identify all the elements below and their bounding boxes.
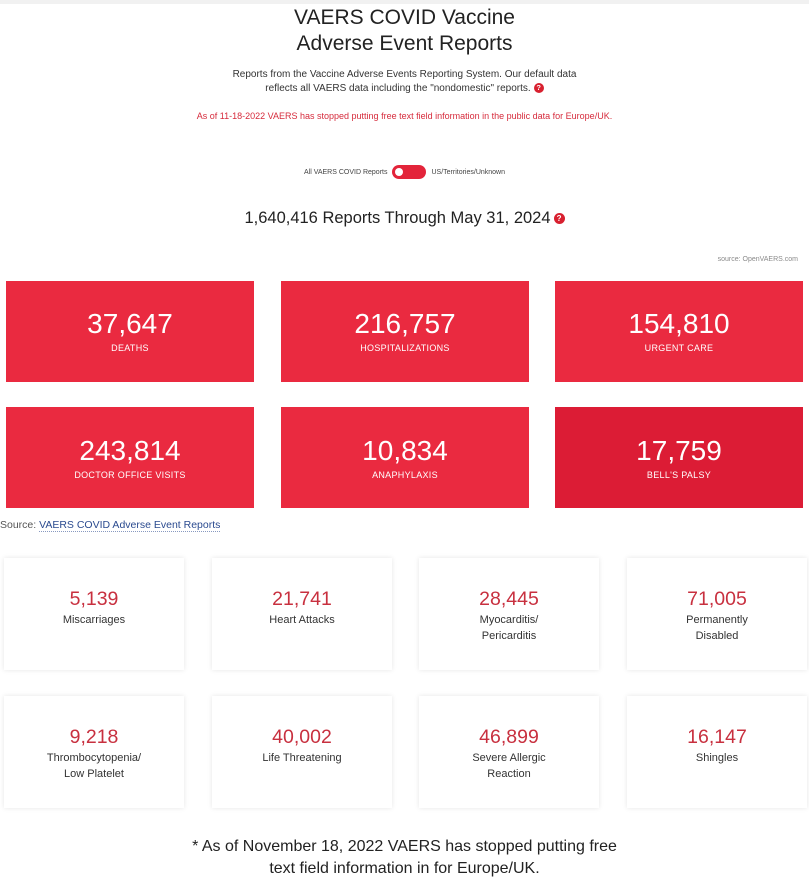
notice-text: As of 11-18-2022 VAERS has stopped putting free text field information in the public data for Europe/UK. [196, 111, 613, 121]
description-line2 [0, 82, 809, 96]
stat-label-line1: Shingles [695, 752, 739, 764]
top-divider [0, 0, 809, 4]
stat-label: DEATHS [111, 343, 149, 353]
page-title-line2: Adverse Event Reports [296, 32, 513, 55]
stat-card-deaths [6, 281, 254, 382]
page-title: VAERS COVID Vaccine [294, 6, 515, 29]
stat-card-miscarriages [4, 558, 184, 670]
toggle-right-label: US/Territories/Unknown [431, 168, 506, 176]
stat-value: 243,814 [79, 435, 181, 466]
footer-note-line2: text field information in for Europe/UK. [269, 860, 540, 877]
stat-label: URGENT CARE [644, 343, 714, 353]
stat-label [419, 750, 599, 782]
stat-card-severe-allergic-reaction [419, 696, 599, 808]
stat-card-thrombocytopenia [4, 696, 184, 808]
source-link[interactable]: VAERS COVID Adverse Event Reports [39, 519, 221, 531]
stat-label [627, 750, 807, 766]
stat-label-line2: Low Platelet [64, 768, 124, 780]
stat-card-permanently-disabled [627, 558, 807, 670]
description-line1: Reports from the Vaccine Adverse Events Reporting System. Our default data [232, 69, 577, 80]
data-scope-toggle[interactable] [392, 165, 426, 179]
stat-card-hospitalizations [281, 281, 529, 382]
stat-card-life-threatening [212, 696, 392, 808]
stat-label-line2: Reaction [487, 768, 531, 780]
stat-card-myocarditis [419, 558, 599, 670]
stat-value: 71,005 [687, 588, 747, 610]
stat-label: HOSPITALIZATIONS [360, 343, 450, 353]
stat-label [212, 750, 392, 766]
stat-label-line2: Pericarditis [481, 630, 537, 642]
stat-card-anaphylaxis [281, 407, 529, 508]
stat-card-heart-attacks [212, 558, 392, 670]
stat-label-line1: Myocarditis/ [479, 614, 539, 626]
stat-value: 9,218 [69, 726, 119, 748]
stat-label: BELL'S PALSY [646, 470, 712, 480]
stat-card-urgent-care [555, 281, 803, 382]
stat-label [212, 612, 392, 628]
footer-note: * As of November 18, 2022 VAERS has stopped putting free [192, 838, 617, 855]
stat-value: 37,647 [87, 308, 173, 339]
stat-label-line1: Permanently [686, 614, 748, 626]
help-icon[interactable]: ? [534, 83, 544, 93]
stat-label-line1: Heart Attacks [269, 614, 335, 626]
stat-label [4, 750, 184, 782]
stat-label [4, 612, 184, 628]
source-line [0, 519, 220, 531]
data-scope-toggle-row [0, 164, 809, 180]
help-icon[interactable]: ? [554, 213, 565, 224]
stat-card-bells-palsy [555, 407, 803, 508]
description-text: reflects all VAERS data including the "nondomestic" reports. [265, 83, 531, 94]
source-prefix: Source: [0, 519, 40, 531]
source-credit: source: OpenVAERS.com [717, 256, 798, 263]
stat-value: 17,759 [636, 435, 722, 466]
toggle-left-label: All VAERS COVID Reports [303, 168, 388, 176]
stat-label [627, 612, 807, 644]
stat-value: 5,139 [69, 588, 119, 610]
stat-value: 216,757 [354, 308, 456, 339]
toggle-knob [395, 168, 403, 176]
stat-card-shingles [627, 696, 807, 808]
stat-label [419, 612, 599, 644]
stat-value: 10,834 [362, 435, 448, 466]
stat-label-line1: Thrombocytopenia/ [46, 752, 142, 764]
stat-value: 154,810 [628, 308, 730, 339]
stat-label: DOCTOR OFFICE VISITS [74, 470, 186, 480]
stat-label-line1: Severe Allergic [472, 752, 546, 764]
stat-label-line1: Life Threatening [262, 752, 342, 764]
stat-card-doctor-office-visits [6, 407, 254, 508]
stat-value: 21,741 [272, 588, 332, 610]
stat-label-line1: Miscarriages [62, 614, 126, 626]
stat-value: 28,445 [479, 588, 539, 610]
stat-label-line2: Disabled [695, 630, 739, 642]
stat-value: 46,899 [479, 726, 539, 748]
stat-label: ANAPHYLAXIS [372, 470, 438, 480]
stat-value: 40,002 [272, 726, 332, 748]
stat-value: 16,147 [687, 726, 747, 748]
report-total [0, 207, 809, 229]
report-total-text: 1,640,416 Reports Through May 31, 2024 [244, 209, 551, 227]
